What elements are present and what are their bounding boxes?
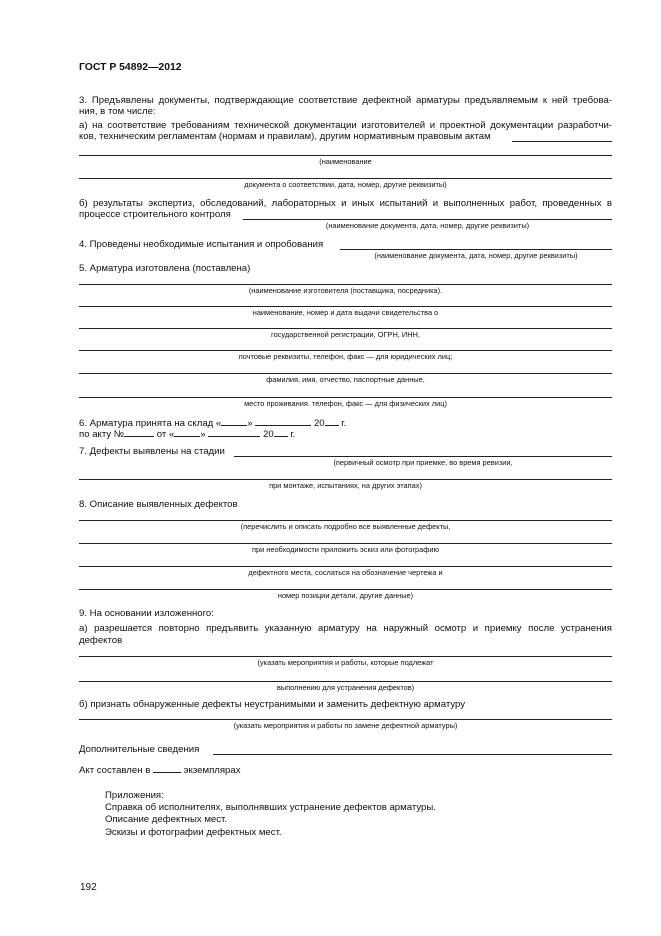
fill-line <box>79 178 612 179</box>
attachment-item: Справка об исполнителях, выполнявших устранение дефектов арматуры. <box>105 802 436 813</box>
fill-line <box>213 754 612 755</box>
section-3a-line-2: ков, техническим регламентам (нормам и правилам), другим нормативным правовым актам <box>79 131 491 142</box>
month-field <box>208 436 260 437</box>
section-8-text: 8. Описание выявленных дефектов <box>79 499 238 510</box>
act-number-field <box>124 436 154 437</box>
section-3-line-2: ния, в том числе: <box>79 106 156 117</box>
fill-line <box>79 656 612 657</box>
attachment-item: Эскизы и фотографии дефектных мест. <box>105 827 282 838</box>
month-field <box>255 425 311 426</box>
field-caption: выполнению для устранения дефектов) <box>276 683 415 692</box>
attachment-item: Описание дефектных мест. <box>105 814 228 825</box>
field-caption: при необходимости приложить эскиз или фотографию <box>251 545 440 554</box>
fill-line <box>79 373 612 374</box>
fill-line <box>234 456 612 457</box>
fill-line <box>340 249 612 250</box>
section-9b-text: б) признать обнаруженные дефекты неустранимыми и заменить дефектную арматуру <box>79 699 466 710</box>
fill-line <box>79 350 612 351</box>
field-caption: (указать мероприятия и работы, которые подлежат <box>257 658 434 667</box>
field-caption: (первичный осмотр при приемке, во время ревизии, <box>333 458 513 467</box>
page-number: 192 <box>80 882 97 893</box>
field-caption: (наименование <box>319 157 372 166</box>
fill-line <box>79 155 612 156</box>
field-caption: (указать мероприятия и работы по замене дефектной арматуры) <box>233 721 458 730</box>
day-field <box>221 425 247 426</box>
fill-line <box>79 719 612 720</box>
section-9a-line-1: а) разрешается повторно предъявить указанную арматуру на наружный осмотр и приемку после устранения <box>79 623 612 634</box>
field-caption: место проживания. телефон, факс — для физических лиц) <box>244 399 447 408</box>
section-3a-line-1: а) на соответствие требованиям технической документации изготовителей и проектной документации разработчи- <box>79 120 612 131</box>
field-caption: наименование, номер и дата выдачи свидетельства о <box>252 308 439 317</box>
fill-line <box>79 328 612 329</box>
field-caption: (перечислить и описать подробно все выявленные дефекты, <box>240 522 451 531</box>
field-caption: фамилия, имя, отчество, паспортные данные, <box>266 375 425 384</box>
copies-line: Акт составлен в экземплярах <box>79 765 241 776</box>
fill-line <box>79 681 612 682</box>
year-field <box>274 436 288 437</box>
field-caption: дефектного места, сослаться на обозначение чертежа и <box>248 568 443 577</box>
section-6-line-1: 6. Арматура принята на склад « » 20 г. <box>79 418 347 429</box>
fill-line <box>79 543 612 544</box>
copies-count-field <box>153 772 181 773</box>
section-3b-line-2: процессе строительного контроля <box>79 209 231 220</box>
fill-line <box>512 141 612 142</box>
fill-line <box>79 566 612 567</box>
section-7-text: 7. Дефекты выявлены на стадии <box>79 446 225 457</box>
field-caption: почтовые реквизиты, телефон, факс — для юридических лиц; <box>238 352 453 361</box>
section-3b-line-1: б) результаты экспертиз, обследований, лабораторных и иных испытаний и выполненных работ, проведенных в <box>79 198 612 209</box>
fill-line <box>79 589 612 590</box>
section-5-text: 5. Арматура изготовлена (поставлена) <box>79 263 251 274</box>
fill-line <box>79 306 612 307</box>
section-4-text: 4. Проведены необходимые испытания и опробования <box>79 239 324 250</box>
day-field <box>174 436 200 437</box>
fill-line <box>243 219 612 220</box>
section-9a-line-2: дефектов <box>79 635 123 646</box>
additional-info-label: Дополнительные сведения <box>79 744 200 755</box>
field-caption: (наименование документа, дата, номер, другие реквизиты) <box>374 251 578 260</box>
year-field <box>325 425 339 426</box>
section-9-text: 9. На основании изложенного: <box>79 608 214 619</box>
section-6-line-2: по акту № от « » 20 г. <box>79 429 296 440</box>
attachments-title: Приложения: <box>105 790 164 801</box>
document-header: ГОСТ Р 54892—2012 <box>79 62 182 73</box>
field-caption: (наименование изготовителя (поставщика, посредника). <box>248 286 443 295</box>
field-caption: номер позиции детали, другие данные) <box>277 591 414 600</box>
fill-line <box>79 284 612 285</box>
field-caption: документа о соответствии, дата, номер, другие реквизиты) <box>244 180 447 189</box>
field-caption: при монтаже, испытаниях, на других этапах) <box>269 481 422 490</box>
fill-line <box>79 397 612 398</box>
field-caption: государственной регистрации, ОГРН, ИНН, <box>271 330 420 339</box>
fill-line <box>79 520 612 521</box>
section-3-line-1: 3. Предъявлены документы, подтверждающие соответствие дефектной арматуры предъявляемым к ней требова- <box>79 95 612 106</box>
fill-line <box>79 479 612 480</box>
field-caption: (наименование документа, дата, номер, другие реквизиты) <box>325 221 530 230</box>
